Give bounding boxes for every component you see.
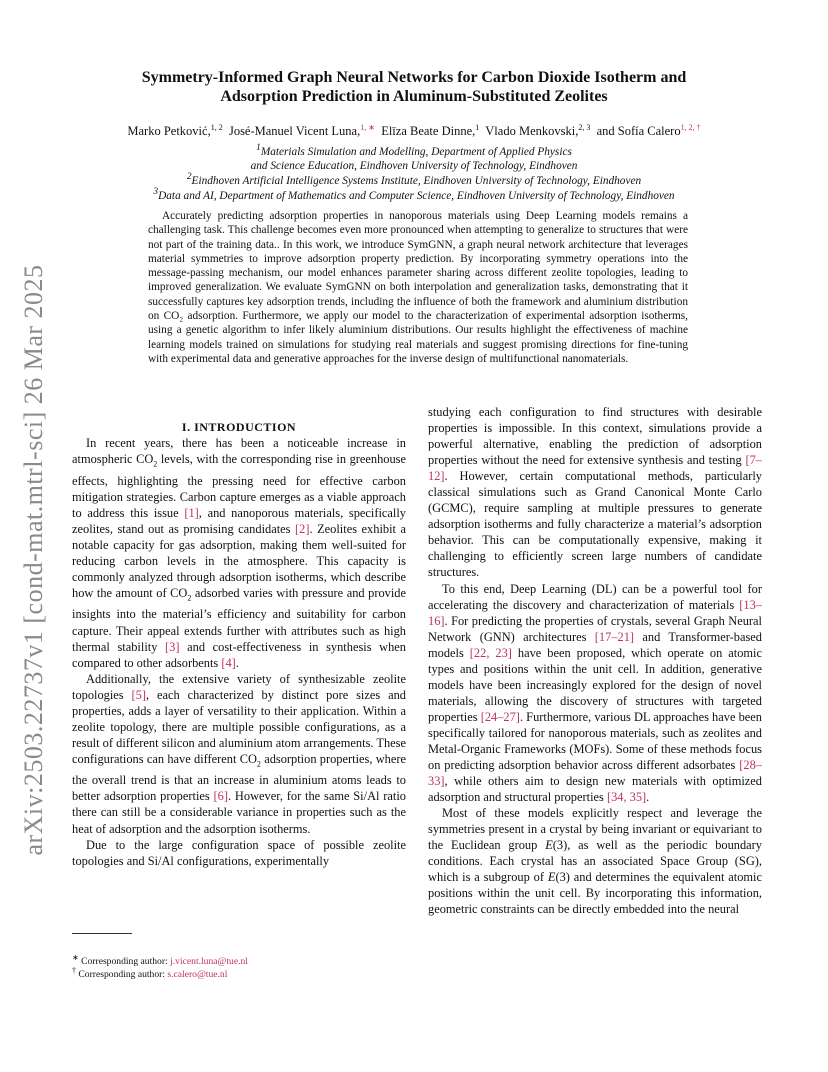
footnote: † Corresponding author: s.calero@tue.nl bbox=[72, 966, 228, 981]
affiliation: $^2$Eindhoven Artificial Intelligence Systems Institute, Eindhoven University of Technology, Eindhoven bbox=[186, 172, 642, 187]
left-column bbox=[72, 419, 406, 869]
title-line-1: Symmetry-Informed Graph Neural Networks for Carbon Dioxide Isotherm and bbox=[141, 69, 687, 86]
paragraph: studying each configuration to find structures with desirable properties is impossible. In this context, simulations provide a powerful alternative, enabling the prediction of adsorption properties without the need for extensive synthesis and testing [7–12]. However, certain computational methods, particularly classical simulations such as Grand Canonical Monte Carlo (GCMC), require sampling at multiple pressures to generate adsorption isotherms and fully characterize a material’s adsorption behavior. This can be computationally expensive, making it challenging to efficiently screen large numbers of candidate structures. bbox=[428, 405, 762, 580]
citation-link[interactable]: [17–21] bbox=[594, 629, 635, 644]
footnote: ∗ Corresponding author: j.vicent.luna@tue.nl bbox=[72, 953, 248, 968]
section-heading: I. INTRODUCTION bbox=[181, 420, 297, 434]
paragraph: To this end, Deep Learning (DL) can be a powerful tool for accelerating the discovery and characterization of materials [13–16]. For predicting the properties of crystals, several Graph Neural Network (GNN) architectures [17–21] and Transformer-based models [22, 23] have been proposed, which operate on atomic types and positions within the unit cell. In addition, generative models have been increasingly explored for the design of novel materials, allowing the discovery of structures with targeted properties [24–27]. Furthermore, various DL approaches have been specifically tailored for nanoporous materials, such as zeolites and Metal-Organic Frameworks (MOFs). Some of these methods focus on predicting adsorption behavior across different adsorbates [28–33], while others aim to design new materials with optimized adsorption and structural properties [34, 35]. bbox=[428, 581, 763, 805]
paragraph: In recent years, there has been a noticeable increase in atmospheric $CO_2$ levels, with the corresponding rise in greenhouse effects, highlighting the pressing need for effective carbon mitigation strategies. Carbon capture emerges as a viable approach to address this issue [1], and nanoporous materials, specifically zeolites, stand out as promising candidates [2]. Zeolites exhibit a notable capacity for gas adsorption, making them well-suited for reducing carbon levels in the atmosphere. This capacity is commonly analyzed through adsorption isotherms, which describe how the amount of $CO_2$ adsorbed varies with pressure and provide insights into the material’s efficiency and suitability for carbon capture. Their appeal extends further with attributes such as high thermal stability [3] and cost-effectiveness in synthesis when compared to other adsorbents [4]. bbox=[72, 436, 407, 670]
citation-link[interactable]: [28–33] bbox=[428, 758, 762, 789]
author: Marko Petković,$^{1, 2}$ bbox=[127, 123, 223, 139]
email-link[interactable]: j.vicent.luna@tue.nl bbox=[170, 956, 248, 968]
citation-link[interactable]: [2] bbox=[295, 521, 310, 536]
title-line-2: Adsorption Prediction in Aluminum-Substituted Zeolites bbox=[220, 88, 608, 105]
citation-link[interactable]: [3] bbox=[165, 639, 180, 654]
abstract-text: Accurately predicting adsorption properties in nanoporous materials using Deep Learning models remains a challenging task. This challenge becomes even more pronounced when attempting to generalize to structures that were not part of the training data.. In this work, we introduce SymGNN, a graph neural network architecture that leverages material symmetries to improve adsorption property prediction. By incorporating symmetry operations into the message-passing mechanism, our model enhances parameter sharing across different zeolite topologies, leading to improved generalization. We evaluate SymGNN on both interpolation and generalization tasks, demonstrating that it successfully captures key adsorption trends, including the influence of both the framework and aluminium distribution on CO₂ adsorption. Furthermore, we apply our model to the characterization of experimental adsorption isotherms, using a genetic algorithm to infer likely aluminium distributions. Our results highlight the effectiveness of machine learning models trained on simulations for studying real materials and suggest promising directions for fine-tuning with experimental data and generative approaches for the inverse design of multifunctional nanomaterials. bbox=[148, 210, 688, 365]
paper-title bbox=[80, 68, 748, 106]
citation-link[interactable]: [24–27] bbox=[480, 709, 520, 724]
author: Vlado Menkovski,$^{2, 3}$ bbox=[485, 123, 591, 139]
citation-link[interactable]: [1] bbox=[184, 505, 199, 520]
right-column bbox=[428, 404, 762, 918]
author: and Sofía Calero$^{1, 2, \dagger}$ bbox=[596, 123, 701, 139]
affiliation: $^3$Data and AI, Department of Mathematics and Computer Science, Eindhoven University of Technology, Eindhoven bbox=[153, 187, 675, 202]
paragraph: Due to the large configuration space of possible zeolite topologies and Si/Al configurations, experimentally bbox=[72, 837, 406, 868]
citation-link[interactable]: [6] bbox=[213, 789, 228, 804]
citation-link[interactable]: [22, 23] bbox=[469, 645, 512, 660]
arxiv-stamp: arXiv:2503.22737v1 [cond-mat.mtrl-sci] 26 Mar 2025 bbox=[19, 264, 48, 856]
citation-link[interactable]: [7–12] bbox=[428, 453, 762, 484]
citation-link[interactable]: [13–16] bbox=[428, 597, 762, 628]
author: José-Manuel Vicent Luna,$^{1, ∗}$ bbox=[228, 123, 375, 139]
footnote-rule bbox=[72, 933, 132, 934]
citation-link[interactable]: [5] bbox=[131, 687, 146, 702]
abstract bbox=[148, 209, 688, 366]
email-link[interactable]: s.calero@tue.nl bbox=[167, 969, 228, 981]
author-list bbox=[40, 123, 788, 139]
affiliation: $^1$Materials Simulation and Modelling, Department of Applied Physics and Science Education, Eindhoven University of Technology, Eindhoven bbox=[250, 143, 578, 172]
paragraph: Most of these models explicitly respect and leverage the symmetries present in a crystal by being invariant or equivariant to the Euclidean group E(3), as well as the periodic boundary conditions. Each crystal has an associated Space Group (SG), which is a subgroup of E(3) and determines the equivalent atomic positions within the unit cell. By incorporating this information, geometric constraints can be directly embedded into the neural bbox=[428, 806, 762, 917]
paragraph: Additionally, the extensive variety of synthesizable zeolite topologies [5], each characterized by distinct pore sizes and properties, adds a layer of versatility to their application. Within a zeolite topology, there are multiple possible configurations, as a result of different silicon and aluminium atom arrangements. These configurations can have different $CO_2$ adsorption properties, where the overall trend is that an increase in aluminium atoms leads to better adsorption properties [6]. However, for the same Si/Al ratio there can still be a considerable variance in properties such as the heat of adsorption and the adsorption isotherms. bbox=[72, 671, 406, 836]
citation-link[interactable]: [4] bbox=[221, 655, 236, 670]
author: Elīza Beate Dinne,$^1$ bbox=[381, 123, 480, 139]
citation-link[interactable]: [34, 35] bbox=[606, 790, 647, 805]
